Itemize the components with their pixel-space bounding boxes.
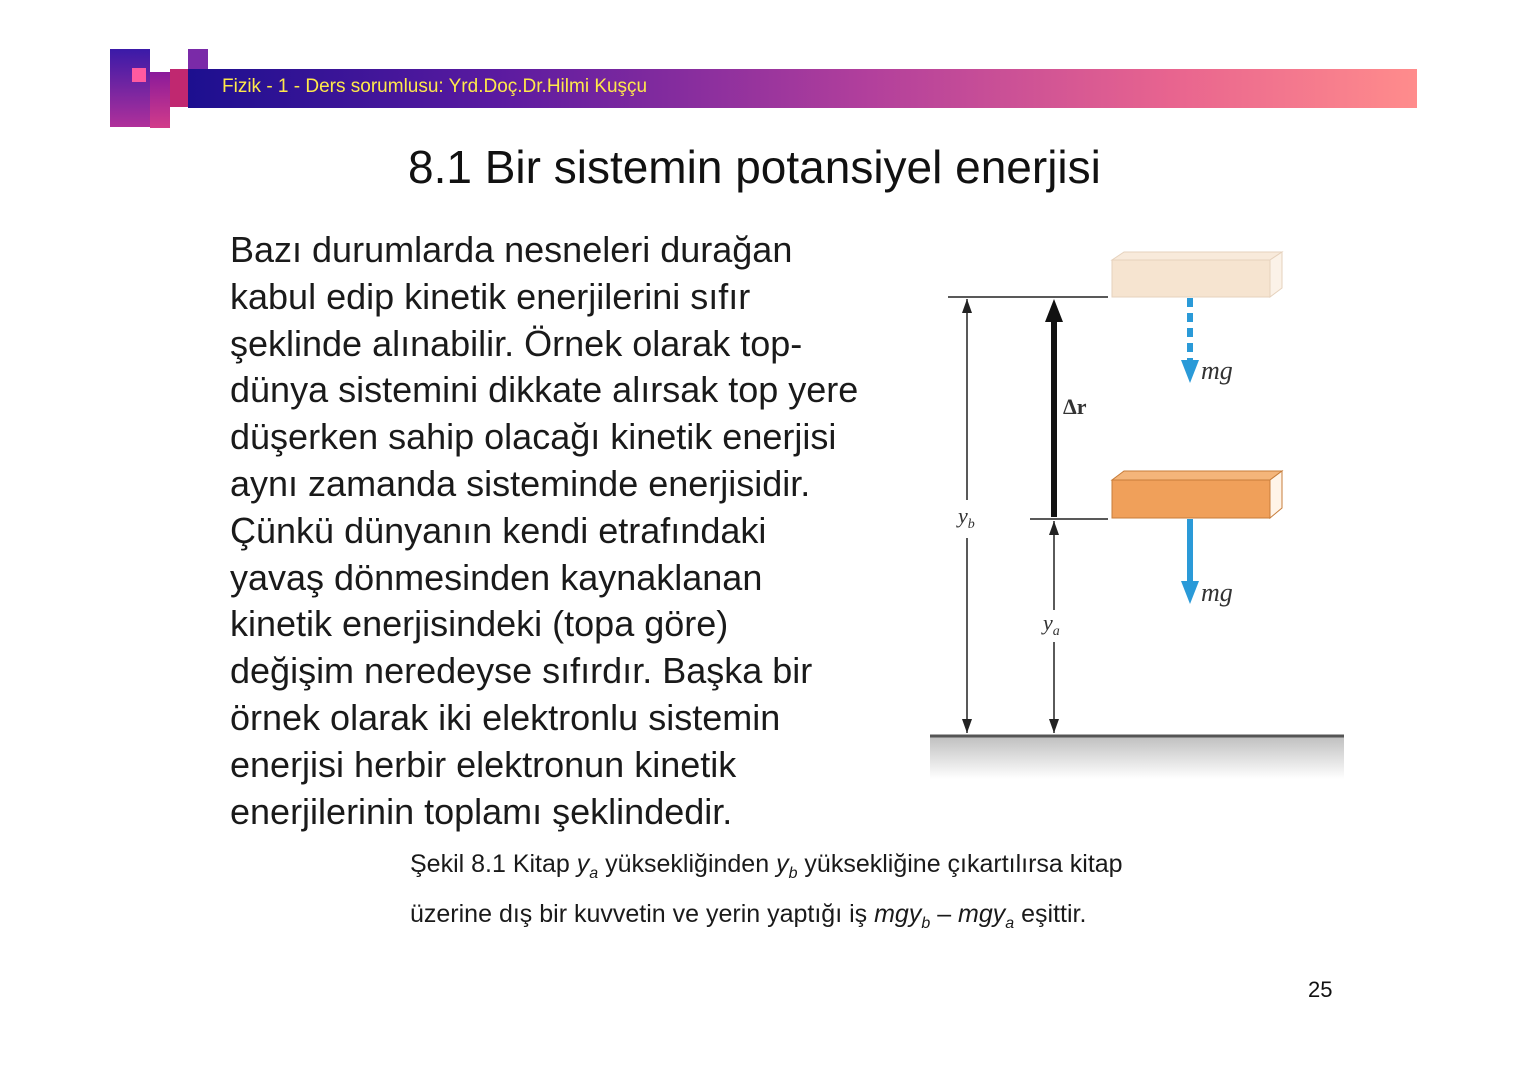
body-line: şeklinde alınabilir. Örnek olarak top-	[230, 322, 803, 364]
body-line: örnek olarak iki elektronlu sistemin	[230, 696, 781, 738]
body-line: değişim neredeyse sıfırdır. Başka bir	[230, 650, 813, 692]
body-line: kinetik enerjisindeki (topa göre)	[230, 603, 729, 645]
body-line: kabul edip kinetik enerjilerini sıfır	[230, 275, 751, 317]
ya-label: $y_a$	[1043, 610, 1060, 639]
body-paragraph	[230, 227, 930, 835]
logo-square-5	[132, 68, 146, 82]
body-line: enerjilerinin toplamı şeklindedir.	[230, 790, 733, 832]
mg-bottom-label: mg	[1201, 578, 1233, 607]
ground	[930, 735, 1344, 779]
logo-square-1	[110, 49, 150, 127]
logo-square-3	[170, 69, 188, 107]
book-bottom	[1112, 471, 1282, 518]
body-line: düşerken sahip olacağı kinetik enerjisi	[230, 416, 837, 458]
body-line: Çünkü dünyanın kendi etrafındaki	[230, 509, 767, 551]
body-line: aynı zamanda sisteminde enerjisidir.	[230, 462, 811, 504]
book-top	[1112, 252, 1282, 297]
logo-square-2	[150, 72, 170, 128]
slide-title: 8.1 Bir sistemin potansiyel enerjisi	[408, 141, 1101, 193]
header-text: Fizik - 1 - Ders sorumlusu: Yrd.Doç.Dr.Hilmi Kuşçu	[222, 76, 648, 97]
delta-r-label: Δr	[1063, 394, 1087, 419]
caption-line-1: Şekil 8.1 Kitap $y_a$ yüksekliğinden $y_b$ yüksekliğine çıkartılırsa kitap	[410, 850, 1123, 882]
mg-top-label: mg	[1201, 356, 1233, 385]
gravity-arrow-bottom	[1181, 519, 1199, 604]
book-height-figure	[900, 235, 1360, 795]
yb-label: $y_b$	[958, 503, 975, 532]
page-number: 25	[1308, 977, 1333, 1002]
body-line: enerjisi herbir elektronun kinetik	[230, 743, 737, 785]
body-line: Bazı durumlarda nesneleri durağan	[230, 229, 793, 270]
displacement-arrow	[1045, 299, 1063, 517]
body-line: yavaş dönmesinden kaynaklanan	[230, 556, 763, 598]
figure-caption	[410, 844, 1310, 944]
caption-line-2: üzerine dış bir kuvvetin ve yerin yaptığı iş mgy$_b$ – mgy$_a$ eşittir.	[410, 900, 1087, 932]
body-line: dünya sistemini dikkate alırsak top yere	[230, 369, 859, 411]
gravity-arrow-top	[1181, 298, 1199, 383]
